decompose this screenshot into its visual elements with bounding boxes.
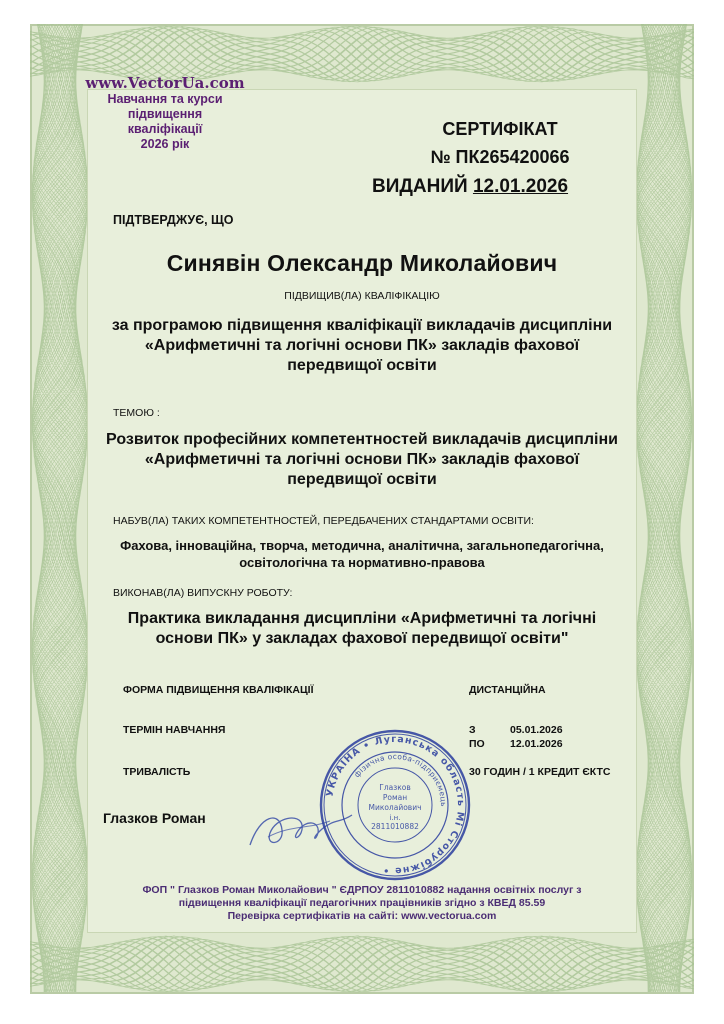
stamp-center-line: Миколайович: [368, 803, 422, 812]
competences-text: Фахова, інноваційна, творча, методична, аналітична, загальнопедагогічна, освітологічна та нормативно-правова: [120, 538, 604, 570]
issued-date: 12.01.2026: [472, 176, 569, 197]
certificate-title: [390, 116, 610, 172]
signer-name: Глазков Роман: [103, 810, 206, 826]
official-stamp: [318, 728, 472, 882]
form-label: ФОРМА ПІДВИЩЕННЯ КВАЛІФІКАЦІЇ: [123, 684, 314, 696]
header-line: Навчання та курси: [107, 92, 223, 106]
topic-text: Розвиток професійних компетентностей викладачів дисципліни «Арифметичні та логічні основи ПК» закладів фахової передвищої освіти: [106, 431, 618, 488]
stamp-center-line: і.н.: [389, 814, 401, 822]
from-date: 05.01.2026: [510, 724, 563, 736]
footer: [80, 884, 644, 923]
competences-label: НАБУВ(ЛА) ТАКИХ КОМПЕТЕНТНОСТЕЙ, ПЕРЕДБАЧЕНИХ СТАНДАРТАМИ ОСВІТИ:: [113, 515, 534, 527]
topic-label: ТЕМОЮ :: [113, 407, 160, 419]
header-line: 2026 рік: [140, 137, 190, 151]
duration-value: 30 ГОДИН / 1 КРЕДИТ ЄКТС: [469, 766, 611, 778]
qualification-label: ПІДВИЩИВ(ЛА) КВАЛІФІКАЦІЮ: [284, 290, 440, 302]
footer-line: ФОП " Глазков Роман Миколайович " ЄДРПОУ 2811010882 надання освітніх послуг з: [142, 884, 582, 896]
issued-label: ВИДАНИЙ: [372, 176, 468, 197]
site-name: www.VectorUa.com: [85, 74, 245, 92]
term-label: ТЕРМІН НАВЧАННЯ: [123, 724, 226, 736]
footer-line: Перевірка сертифікатів на сайті: www.vectorua.com: [227, 910, 497, 923]
to-word: ПО: [469, 738, 485, 750]
confirms-label: ПІДТВЕРДЖУЄ, ЩО: [113, 213, 234, 227]
to-date: 12.01.2026: [510, 738, 563, 750]
stamp-center-line: 2811010882: [371, 822, 419, 831]
header-line: кваліфікації: [127, 122, 203, 136]
work-label: ВИКОНАВ(ЛА) ВИПУСКНУ РОБОТУ:: [113, 587, 293, 599]
form-value: ДИСТАНЦІЙНА: [469, 684, 546, 696]
issued-line: [372, 176, 632, 198]
stamp-inner-text: фізична особа-підприємець: [352, 751, 449, 807]
header-line: підвищення: [127, 107, 203, 121]
footer-line: підвищення кваліфікації педагогічних працівників згідно з КВЕД 85.59: [178, 897, 546, 910]
person-name: Синявін Олександр Миколайович: [166, 250, 558, 276]
stamp-outer-text: УКРАЇНА • Луганська область Мі Сторубіжне •: [324, 733, 467, 877]
certificate-number: № ПК265420066: [430, 146, 570, 167]
title-text: СЕРТИФІКАТ: [442, 119, 558, 139]
stamp-center-line: Роман: [382, 793, 408, 802]
stamp-center-line: Глазков: [379, 783, 411, 792]
work-text: Практика викладання дисципліни «Арифметичні та логічні основи ПК» у закладах фахової передвищої освіти": [127, 610, 597, 647]
header-logo: [70, 74, 260, 152]
program-text: за програмою підвищення кваліфікації викладачів дисципліни «Арифметичні та логічні основи ПК» закладів фахової передвищої освіти: [111, 317, 613, 374]
duration-label: ТРИВАЛІСТЬ: [123, 766, 191, 778]
from-word: З: [469, 724, 476, 736]
